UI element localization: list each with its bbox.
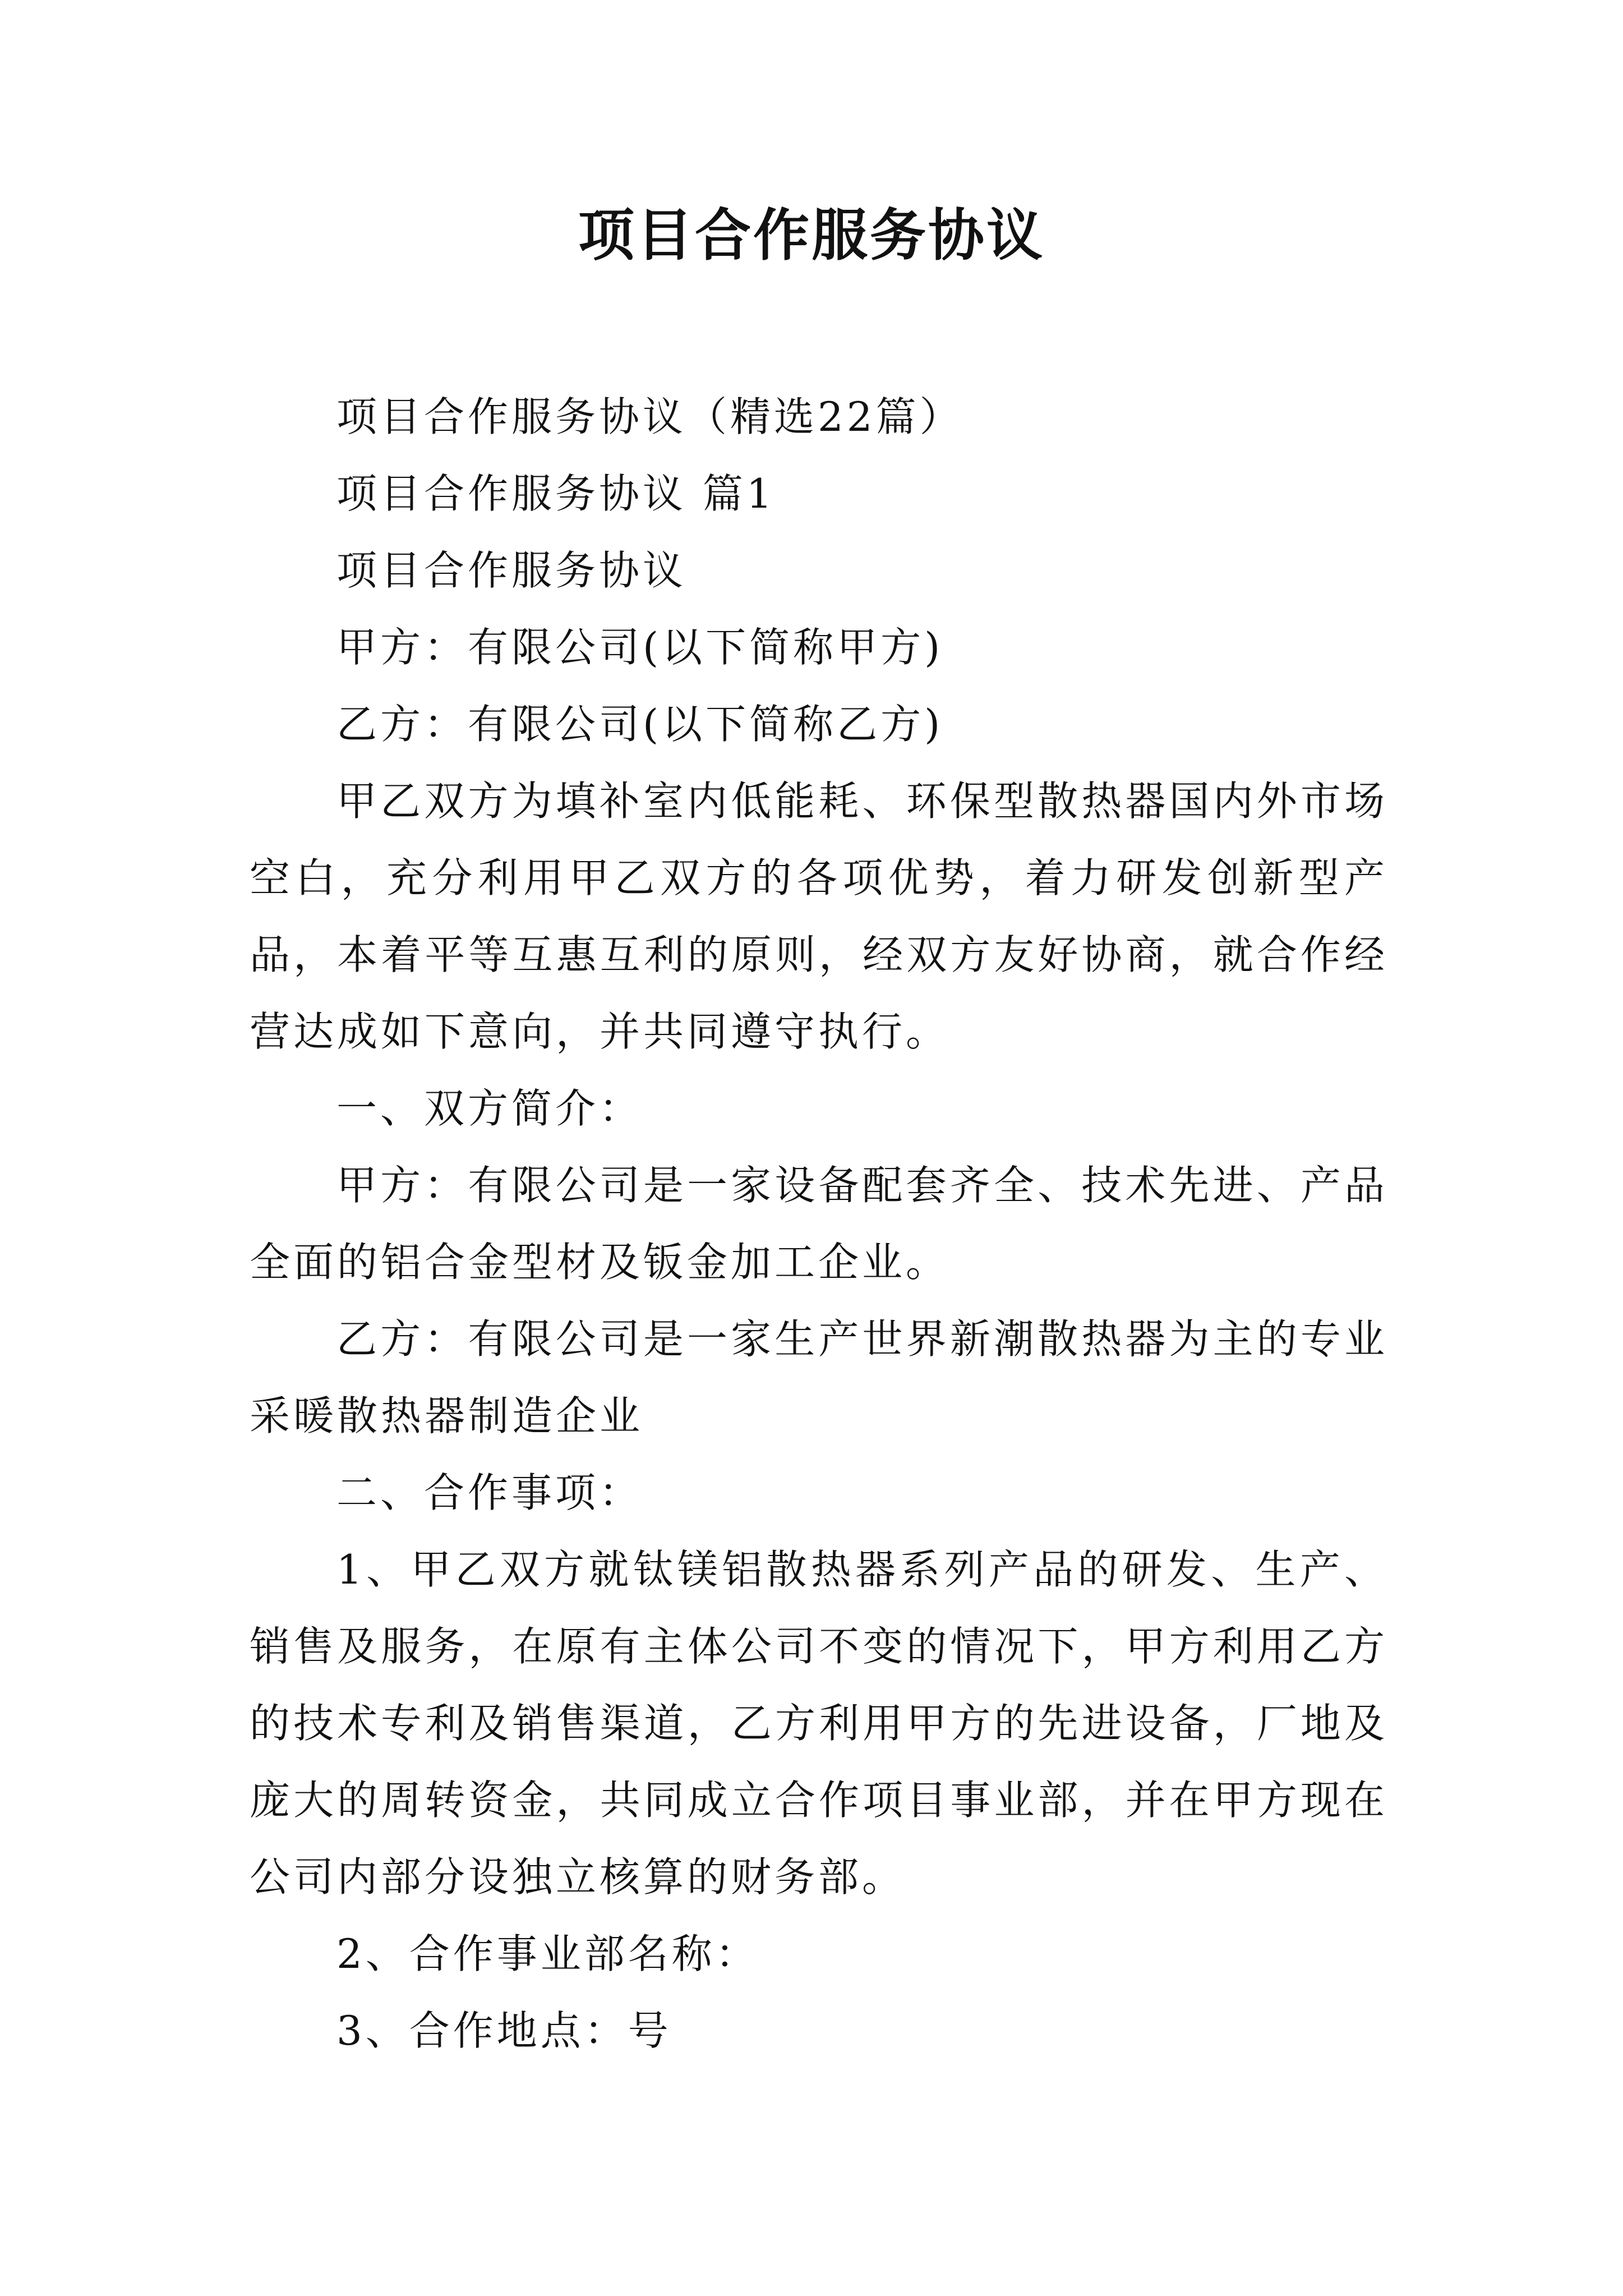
paragraph-party-a: 甲方：有限公司(以下简称甲方) [336,624,944,671]
clause-3: 3、合作地点：号 [336,2007,672,2054]
section-heading-introduction: 一、双方简介： [336,1085,643,1132]
paragraph-preamble: 甲乙双方为填补室内低能耗、环保型散热器国内外市场空白，充分利用甲乙双方的各项优势，着力研发创新型产品，本着平等互惠互利的原则，经双方友好协商，就合作经营达成如下意向，并共同遵守执行。 [250,777,1388,1055]
paragraph-party-b-intro: 乙方：有限公司是一家生产世界新潮散热器为主的专业采暖散热器制造企业 [250,1315,1388,1439]
clause-1: 1、甲乙双方就钛镁铝散热器系列产品的研发、生产、销售及服务，在原有主体公司不变的情况下，甲方利用乙方的技术专利及销售渠道，乙方利用甲方的先进设备，厂地及庞大的周转资金，共同成立合作项目事业部，并在甲方现在公司内部分设独立核算的财务部。 [250,1546,1388,1901]
paragraph-subtitle: 项目合作服务协议（精选22篇） [336,393,963,440]
paragraph-party-b: 乙方：有限公司(以下简称乙方) [336,701,944,748]
document-body [250,379,1388,2069]
paragraph-agreement-name: 项目合作服务协议 [336,547,687,594]
document-title: 项目合作服务协议 [578,203,1045,268]
section-heading-cooperation: 二、合作事项： [336,1469,643,1516]
paragraph-party-a-intro: 甲方：有限公司是一家设备配套齐全、技术先进、产品全面的铝合金型材及钣金加工企业。 [250,1162,1388,1286]
paragraph-part-heading: 项目合作服务协议 篇1 [336,470,776,517]
clause-2: 2、合作事业部名称： [336,1930,759,1977]
